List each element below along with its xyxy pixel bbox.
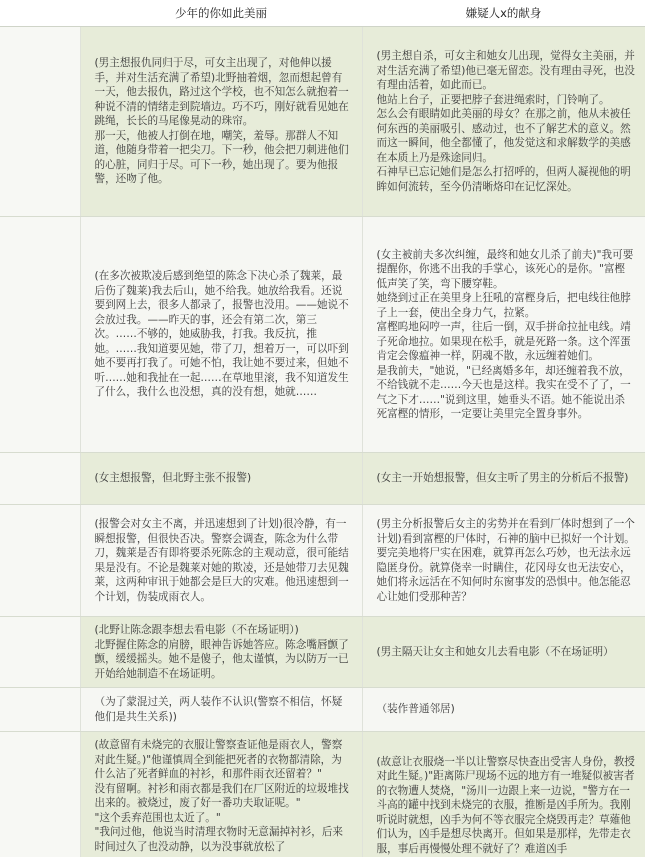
row-side-cell (0, 27, 80, 217)
left-cell (80, 217, 362, 453)
right-cell-text: (故意让衣服烧一半以让警察尽快查出受害人身份，教授对此生疑。)"距离陈尸现场不远的地方有一堆疑似被害者的衣物遭人焚烧，"汤川一边跟上来一边说，"警方在一斗高的罐中找到未烧完的衣服，推断是凶手所为。我刚听说时就想，凶手为何不等衣服完全烧毁再走？草薙他们认为，凶手是想尽快离开。但如果是那样，先带走衣服，事后再慢慢处理不就好了？难道凶手 (376, 755, 635, 855)
left-cell (80, 617, 362, 688)
left-cell-text: (报警会对女主不离，并迅速想到了计划)很冷静，有一瞬想报警，但很快否决。警察会调查，陈念为什么带刀，魏莱是否有即将要杀死陈念的主观动意，很可能结果是没有。不论是魏莱对她的欺凌，还是她带刀去见魏莱，这两种审讯于她都会是巨大的灾难。他迅速想到一个计划，伪装成雨衣人。 (94, 518, 349, 603)
right-cell-text: (男主想自杀，可女主和她女儿出现，觉得女主美丽，并对生活充满了希望)他已毫无留恋。没有理由寻死，也没有理由活着，如此而已。 他站上台子，正要把脖子套进绳索时，门铃响了。 怎么会有眼睛如此美丽的母女？在那之前，他从未被任何东西的美丽吸引、感动过，也不了解艺术的意义。然而这一瞬间，他全都懂了，他发觉这和求解数学的美感在本质上乃是殊途同归。 石神早已忘记她们是怎么打招呼的，但两人凝视他的明眸如何流转，至今仍清晰烙印在记忆深处。 (376, 50, 635, 193)
right-cell-text: (男主分析报警后女主的劣势并在看到厂体时想到了一个计划)看到富樫的尸体时，石神的脑中已拟好一个计划。 要完美地将尸实在困难，就算再怎么巧妙，也无法永远隐匿身份。就算侥幸一时瞒住，花冈母女也无法安心，她们将永远活在不知何时东窗事发的恐惧中。他怎能忍心让她们受那种苦？ (376, 518, 635, 603)
right-cell-text: (女主一开始想报警，但女主听了男主的分析后不报警) (376, 472, 629, 485)
comparison-row (0, 732, 645, 857)
right-cell (362, 505, 645, 617)
comparison-row (0, 688, 645, 732)
left-cell (80, 27, 362, 217)
right-cell-text: （装作普通邻居) (376, 703, 455, 716)
left-cell-text: (北野让陈念跟李想去看电影（不在场证明）) 北野握住陈念的肩膀，眼神告诉她答应。陈念嘴唇颤了颤，缓缓摇头。她不是傻子，他太谨慎，为以防万一已开始给她制造不在场证明。 (94, 624, 349, 680)
left-cell (80, 732, 362, 857)
header-right-title: 嫌疑人x的献身 (362, 0, 645, 27)
header-row (0, 0, 645, 27)
header-spacer (0, 0, 80, 27)
left-cell (80, 505, 362, 617)
right-cell (362, 732, 645, 857)
right-cell (362, 688, 645, 732)
comparison-row (0, 27, 645, 217)
header-left-title: 少年的你如此美丽 (80, 0, 362, 27)
comparison-row (0, 617, 645, 688)
comparison-row (0, 453, 645, 505)
row-side-cell (0, 688, 80, 732)
left-cell-text: （为了蒙混过关，两人装作不认识(警察不相信，怀疑他们是共生关系)) (94, 696, 343, 723)
row-side-cell (0, 453, 80, 505)
comparison-row (0, 505, 645, 617)
left-cell (80, 688, 362, 732)
row-side-cell (0, 617, 80, 688)
right-cell-text: (男主隔天让女主和她女儿去看电影（不在场证明） (376, 645, 614, 658)
right-cell (362, 27, 645, 217)
left-cell-text: (在多次被欺凌后感到绝望的陈念下决心杀了魏莱，最后伤了魏莱)我去后山，她不给我。她放给我看。还说要到网上去，很多人都录了，报警也没用。——她说不会放过我。——昨天的事，还会有第二次，第三次。……不够的，她威胁我，打我。我反抗，推她。……我知道要见她，带了刀，想着万一，可以吓到她不要再打我了。可她不怕，我让她不要过来，但她不听……她和我扯在一起……在草地里滚，我不知道发生了什么，我什么也没想，真的没有想，她就…… (94, 270, 349, 399)
left-cell (80, 453, 362, 505)
left-cell-text: (故意留有未烧完的衣服让警察查证他是雨衣人，警察对此生疑。)"他谨慎周全到能把死者的衣物都清除，为什么沾了死者鲜血的衬衫，和那件雨衣还留着？" 没有留啊。衬衫和雨衣都是我们在厂区附近的垃圾堆找出来的。被烧过，废了好一番功夫取证呢。" "这个丢弃范围也太近了。" "我问过他，他说当时清理衣物时无意漏掉衬衫，后来时间过久了也没动静，以为没事就放松了 (94, 739, 349, 853)
row-side-cell (0, 217, 80, 453)
left-cell-text: (男主想报仇同归于尽，可女主出现了，对他伸以援手，并对生活充满了希望)北野抽着烟，忽而想起曾有一天，他去报仇，路过这个学校，也不知怎么就抱着一种说不清的情绪走到院墙边。巧不巧，刚好就看见她在跳绳，长长的马尾像晃动的珠帘。 那一天，他被人打倒在地，嘲笑，羞辱。那群人不知道，他随身带着一把尖刀。下一秒，他会把刀刺进他们的心脏，同归于尽。可下一秒，她出现了。要为他报警，还吻了他。 (94, 57, 349, 186)
right-cell-text: (女主被前夫多次纠缠，最终和她女儿杀了前夫)"我可要提醒你，你逃不出我的手掌心，该死心的是你。"富樫低声笑了笑，弯下腰穿鞋。 她绕到过正在美里身上狂吼的富樫身后，把电线往他脖子上一套，使出全身力气，拉紧。 富樫呜地闷哼一声，往后一倒，双手拼命拉扯电线。靖子死命地拉。如果现在松手，就是死路一条。这个浑蛋肯定会像瘟神一样，阴魂不散，永远缠着她们。 是我前夫，"她说，"已经离婚多年，却还缠着我不放，不给钱就不走……今天也是这样。我实在受不了了，一气之下才……"说到这里，她垂头不语。她不能说出杀死富樫的情形，一定要让美里完全置身事外。 (376, 248, 634, 420)
right-cell (362, 453, 645, 505)
right-cell (362, 617, 645, 688)
comparison-row (0, 217, 645, 453)
right-cell (362, 217, 645, 453)
row-side-cell (0, 505, 80, 617)
row-side-cell (0, 732, 80, 857)
left-cell-text: (女主想报警，但北野主张不报警) (94, 472, 252, 485)
